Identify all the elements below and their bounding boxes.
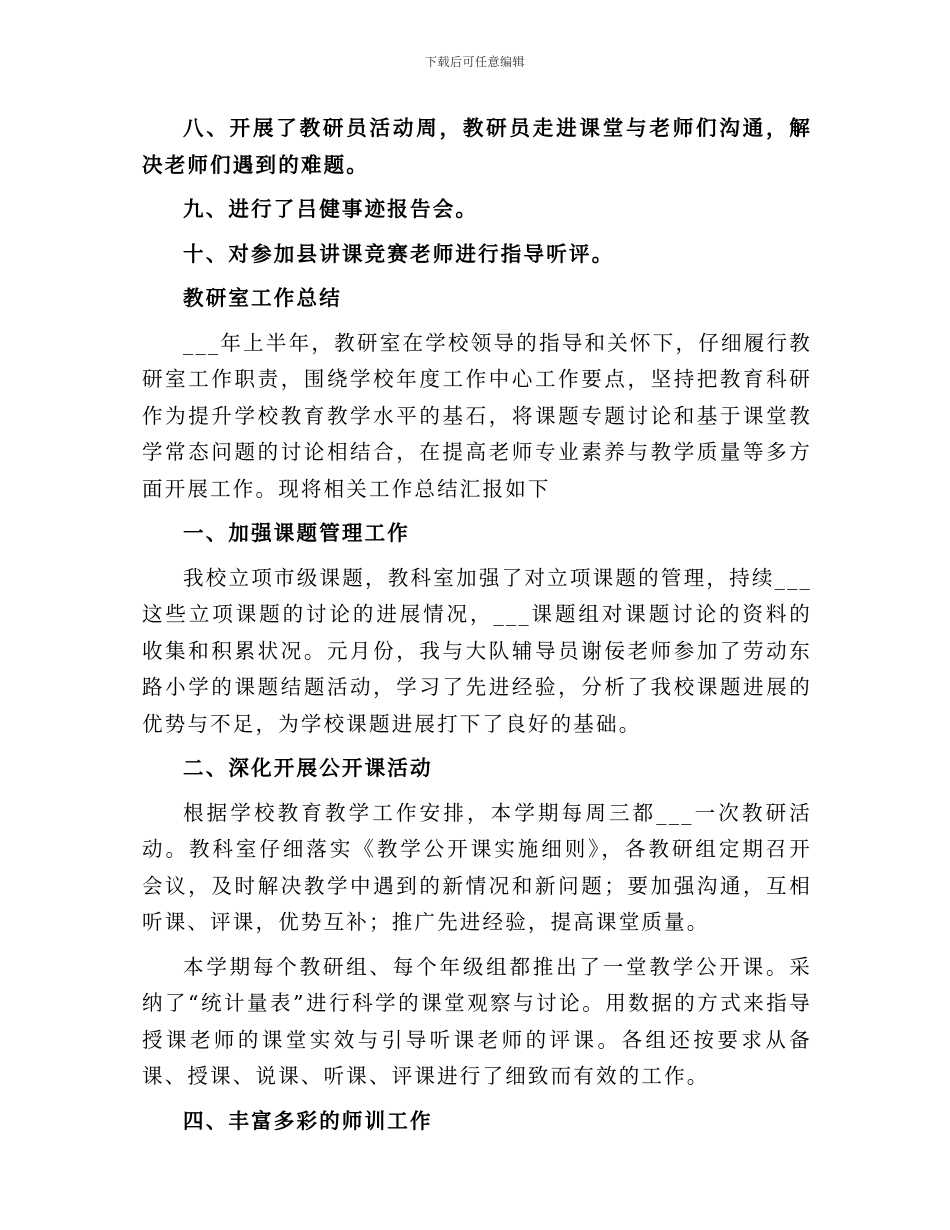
paragraph-item-8: 八、开展了教研员活动周，教研员走进课堂与老师们沟通，解决老师们遇到的难题。 [142,116,812,177]
paragraph-section-2a: 根据学校教育教学工作安排，本学期每周三都___一次教研活动。教科室仔细落实《教学公开课实施细则》，各教研组定期召开会议，及时解决教学中遇到的新情况和新问题；要加强沟通，互相听课、评课，优势互补；推广先进经验，提高课堂质量。 [142,800,812,934]
page-header: 下载后可任意编辑 [424,55,525,69]
document-body [142,110,812,1139]
paragraph-item-10: 十、对参加县讲课竞赛老师进行指导听评。 [183,241,615,266]
heading-section-1: 一、加强课题管理工作 [183,521,410,545]
paragraph-section-2b: 本学期每个教研组、每个年级组都推出了一堂教学公开课。采纳了“统计量表”进行科学的课堂观察与讨论。用数据的方式来指导授课老师的课堂实效与引导听课老师的评课。各组还按要求从备课、授课、说课、听课、评课进行了细致而有效的工作。 [142,954,812,1088]
heading-section-2: 二、深化开展公开课活动 [183,756,433,780]
section-title: 教研室工作总结 [183,286,342,310]
paragraph-section-1: 我校立项市级课题，教科室加强了对立项课题的管理，持续___这些立项课题的讨论的进展情况，___课题组对课题讨论的资料的收集和积累状况。元月份，我与大队辅导员谢佞老师参加了劳动东路小学的课题结题活动，学习了先进经验，分析了我校课题进展的优势与不足，为学校课题进展打下了良好的基础。 [142,565,812,736]
intro-paragraph: ___年上半年，教研室在学校领导的指导和关怀下，仔细履行教研室工作职责，围绕学校年度工作中心工作要点，坚持把教育科研作为提升学校教育教学水平的基石，将课题专题讨论和基于课堂教学常态问题的讨论相结合，在提高老师专业素养与教学质量等多方面开展工作。现将相关工作总结汇报如下 [142,330,812,501]
paragraph-item-9: 九、进行了吕健事迹报告会。 [183,197,479,221]
heading-section-4: 四、丰富多彩的师训工作 [183,1108,433,1133]
